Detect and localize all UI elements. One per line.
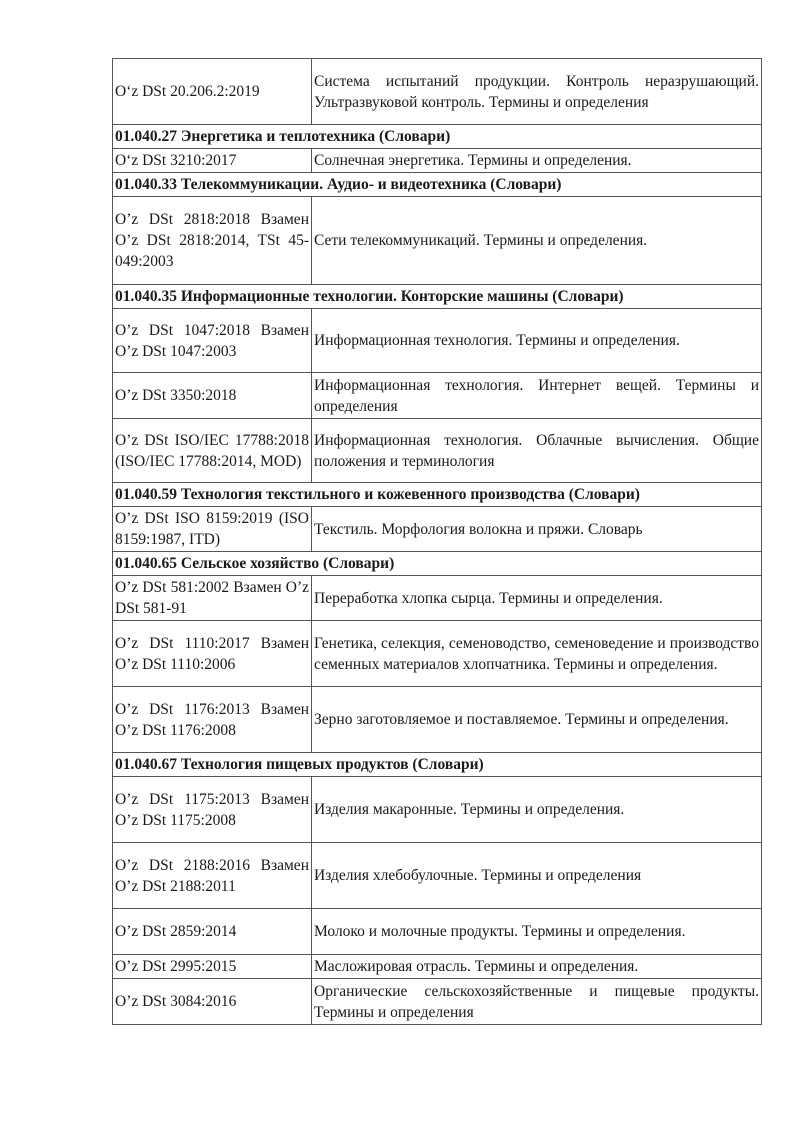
standard-code: O’z DSt 1175:2013 Взамен O’z DSt 1175:2008 — [113, 777, 312, 843]
section-row — [113, 483, 762, 507]
standard-description: Масложировая отрасль. Термины и определения. — [312, 955, 762, 979]
table-row — [113, 197, 762, 285]
standard-code: O’z DSt ISO/IEC 17788:2018 (ISO/IEC 17788:2014, MOD) — [113, 419, 312, 483]
standard-code: O’z DSt 2995:2015 — [113, 955, 312, 979]
table-row — [113, 909, 762, 955]
standard-description: Солнечная энергетика. Термины и определения. — [312, 149, 762, 173]
standard-code: O’z DSt 1176:2013 Взамен O’z DSt 1176:2008 — [113, 687, 312, 753]
table-row — [113, 309, 762, 373]
table-row — [113, 979, 762, 1025]
standard-description: Изделия хлебобулочные. Термины и определения — [312, 843, 762, 909]
standards-table-body — [113, 59, 762, 1025]
section-row — [113, 125, 762, 149]
standard-description: Органические сельскохозяйственные и пищевые продукты. Термины и определения — [312, 979, 762, 1025]
standard-code: O’z DSt 2188:2016 Взамен O’z DSt 2188:2011 — [113, 843, 312, 909]
section-row — [113, 552, 762, 576]
table-row — [113, 777, 762, 843]
standards-table — [112, 58, 762, 1025]
section-title: 01.040.33 Телекоммуникации. Аудио- и видеотехника (Словари) — [113, 173, 762, 197]
standard-description: Информационная технология. Облачные вычисления. Общие положения и терминология — [312, 419, 762, 483]
standard-description: Молоко и молочные продукты. Термины и определения. — [312, 909, 762, 955]
standard-description: Информационная технология. Термины и определения. — [312, 309, 762, 373]
section-title: 01.040.27 Энергетика и теплотехника (Словари) — [113, 125, 762, 149]
section-row — [113, 753, 762, 777]
standard-description: Изделия макаронные. Термины и определения. — [312, 777, 762, 843]
standard-code: O’z DSt 2859:2014 — [113, 909, 312, 955]
standard-description: Сети телекоммуникаций. Термины и определения. — [312, 197, 762, 285]
table-row — [113, 621, 762, 687]
table-row — [113, 419, 762, 483]
standard-code: O‘z DSt 20.206.2:2019 — [113, 59, 312, 125]
table-row — [113, 955, 762, 979]
standard-code: O’z DSt 581:2002 Взамен O’z DSt 581-91 — [113, 576, 312, 621]
table-row — [113, 149, 762, 173]
standard-code: O’z DSt ISO 8159:2019 (ISO 8159:1987, ITD) — [113, 507, 312, 552]
section-row — [113, 285, 762, 309]
standard-description: Текстиль. Морфология волокна и пряжи. Словарь — [312, 507, 762, 552]
table-row — [113, 59, 762, 125]
section-title: 01.040.65 Сельское хозяйство (Словари) — [113, 552, 762, 576]
section-title: 01.040.35 Информационные технологии. Конторские машины (Словари) — [113, 285, 762, 309]
standard-code: O’z DSt 3350:2018 — [113, 373, 312, 419]
standard-code: O’z DSt 1110:2017 Взамен O’z DSt 1110:2006 — [113, 621, 312, 687]
table-row — [113, 507, 762, 552]
table-row — [113, 687, 762, 753]
standard-code: O’z DSt 1047:2018 Взамен O’z DSt 1047:2003 — [113, 309, 312, 373]
standard-description: Система испытаний продукции. Контроль неразрушающий. Ультразвуковой контроль. Термины и определения — [312, 59, 762, 125]
standard-code: O’z DSt 3084:2016 — [113, 979, 312, 1025]
standard-description: Зерно заготовляемое и поставляемое. Термины и определения. — [312, 687, 762, 753]
section-title: 01.040.67 Технология пищевых продуктов (Словари) — [113, 753, 762, 777]
standard-code: O‘z DSt 3210:2017 — [113, 149, 312, 173]
table-row — [113, 576, 762, 621]
standard-description: Информационная технология. Интернет вещей. Термины и определения — [312, 373, 762, 419]
section-title: 01.040.59 Технология текстильного и кожевенного производства (Словари) — [113, 483, 762, 507]
table-row — [113, 843, 762, 909]
table-row — [113, 373, 762, 419]
section-row — [113, 173, 762, 197]
standard-description: Генетика, селекция, семеноводство, семеноведение и производство семенных материалов хлопчатника. Термины и определения. — [312, 621, 762, 687]
standard-description: Переработка хлопка сырца. Термины и определения. — [312, 576, 762, 621]
standard-code: O’z DSt 2818:2018 Взамен O’z DSt 2818:2014, TSt 45-049:2003 — [113, 197, 312, 285]
